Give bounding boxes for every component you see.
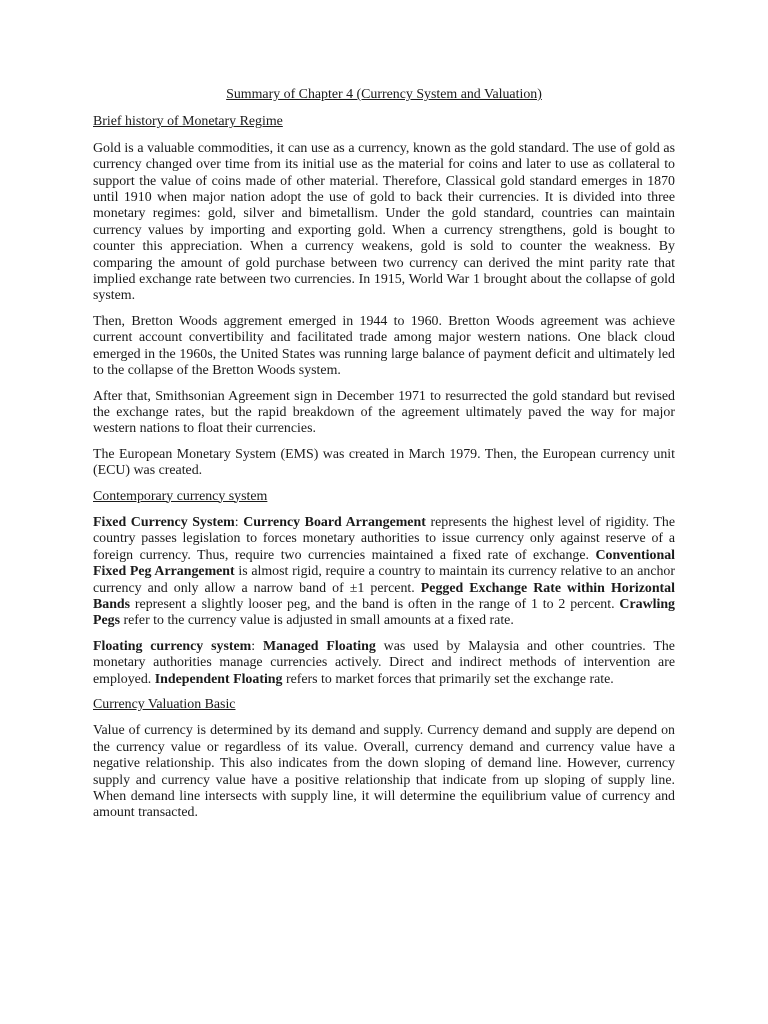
term-currency-board: Currency Board Arrangement <box>243 514 426 530</box>
document-title: Summary of Chapter 4 (Currency System and Valuation) <box>226 87 542 102</box>
text-fragment: : <box>234 514 244 530</box>
term-crawling-pegs: Crawling Pegs <box>93 596 675 629</box>
section-heading-valuation: Currency Valuation Basic <box>93 697 236 712</box>
text-fragment: refers to market forces that primarily set the exchange rate. <box>282 671 614 687</box>
paragraph-smithsonian: After that, Smithsonian Agreement sign in December 1971 to resurrected the gold standard but revised the exchange rates, but the rapid breakdown of the agreement ultimately paved the way for major western nations to float their currencies. <box>93 388 675 437</box>
text-fragment: : <box>251 638 263 654</box>
paragraph-fixed-currency <box>93 515 675 630</box>
text-fragment: is almost rigid, require a country to maintain its currency relative to an anchor currency and only allow a narrow band of ±1 percent. <box>93 564 676 596</box>
text-fragment: was used by Malaysia and other countries. The monetary authorities manage currencies actively. Direct and indirect methods of intervention are employed. <box>93 638 675 687</box>
paragraph-bretton-woods: Then, Bretton Woods aggrement emerged in 1944 to 1960. Bretton Woods agreement was achieve current account convertibility and facilitated trade among major western nations. One black cloud emerged in the 1960s, the United States was running large balance of payment deficit and ultimately led to the collapse of the Bretton Woods system. <box>93 313 675 379</box>
term-conventional-fixed-peg: Conventional Fixed Peg Arrangement <box>93 547 675 580</box>
paragraph-floating-currency <box>93 639 675 688</box>
paragraph-ems: The European Monetary System (EMS) was created in March 1979. Then, the European currency unit (ECU) was created. <box>93 446 675 479</box>
paragraph-valuation: Value of currency is determined by its demand and supply. Currency demand and supply are depend on the currency value or regardless of its value. Overall, currency demand and currency value have a negative relationship. This also indicates from the down sloping of demand line. However, currency supply and currency value have a positive relationship that indicate from up sloping of supply line. When demand line intersects with supply line, it will determine the equilibrium value of currency and amount transacted. <box>93 723 675 821</box>
term-floating-currency-system: Floating currency system <box>93 638 252 654</box>
section-heading-monetary-regime: Brief history of Monetary Regime <box>93 114 283 130</box>
text-fragment: refer to the currency value is adjusted in small amounts at a fixed rate. <box>120 613 514 629</box>
text-fragment: represent a slightly looser peg, and the band is often in the range of 1 to 2 percent. <box>130 596 620 612</box>
term-independent-floating: Independent Floating <box>154 671 283 687</box>
text-fragment: represents the highest level of rigidity. The country passes legislation to forces monetary authorities to issue currency only against reserve of a foreign currency. Thus, require two currencies maintained a fixed rate of exchange. <box>93 514 676 563</box>
term-fixed-currency-system: Fixed Currency System <box>93 514 235 530</box>
term-pegged-horizontal-bands: Pegged Exchange Rate within Horizontal Bands <box>93 580 675 612</box>
term-managed-floating: Managed Floating <box>262 638 376 654</box>
section-heading-contemporary: Contemporary currency system <box>93 488 268 504</box>
paragraph-gold-standard: Gold is a valuable commodities, it can use as a currency, known as the gold standard. The use of gold as currency changed over time from its initial use as the material for coins and later to use as collateral to support the value of coins made of other material. Therefore, Classical gold standard emerges in 1870 until 1910 when major nation adopt the use of gold to back their currencies. It is divided into three monetary regimes: gold, silver and bimetallism. Under the gold standard, countries can maintain currency values by importing and exporting gold. When a currency strengthens, gold is bought to counter this appreciation. When a currency weakens, gold is sold to counter the weakness. By comparing the amount of gold purchase between two currency can derived the mint parity rate that implied exchange rate between two currencies. In 1915, World War 1 brought about the collapse of gold system. <box>93 140 675 304</box>
document-page <box>93 87 675 831</box>
